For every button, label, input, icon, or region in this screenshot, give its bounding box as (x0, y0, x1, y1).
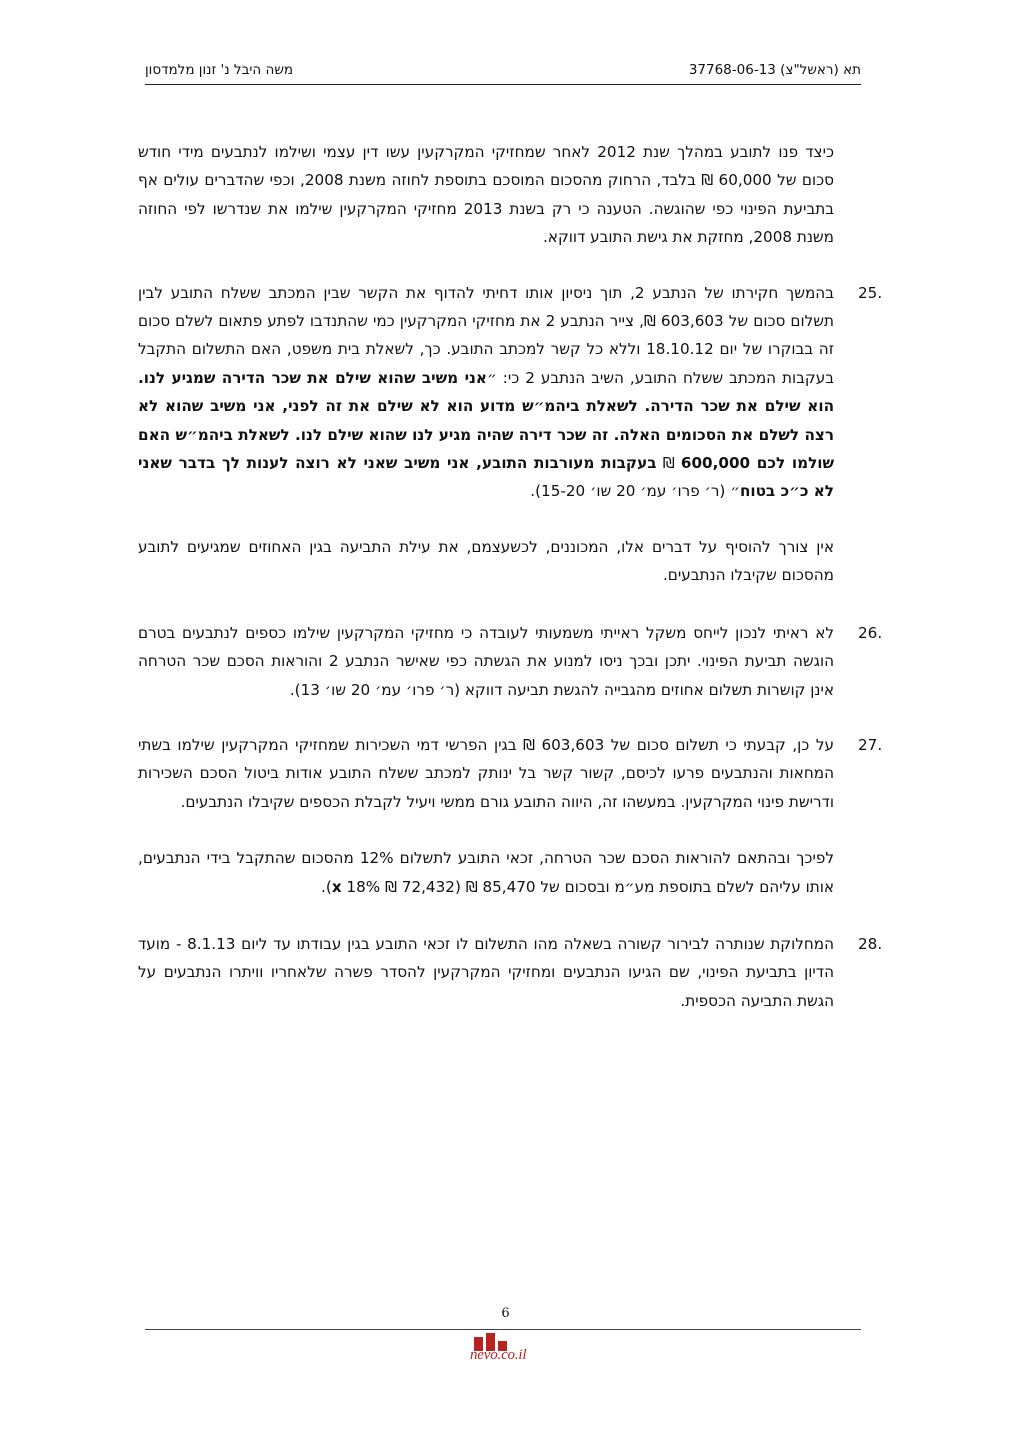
paragraph-number: 27. (858, 735, 883, 754)
quoted-testimony-bold-2: בעקבות מעורבות התובע, אני משיב שאני לא רוצה לענות לך בדבר שאני לא כ״כ בטוח (138, 454, 834, 501)
logo-wordmark: nevo.co.il (470, 1347, 527, 1363)
multiply-sign: x (331, 877, 342, 896)
paragraph-number: 28. (858, 934, 883, 953)
paragraph-27-followup (138, 844, 834, 901)
paragraph-text: המחלוקת שנותרה לבירור קשורה בשאלה מהו התשלום לו זכאי התובע בגין עבודתו עד ליום 8.1.13 - מועד הדיון בתביעת הפינוי, שם הגיעו הנתבעים ומחזיקי המקרקעין להסדר פשרה שלאחריו וויתרו הנתבעים על הגשת התביעה הכספית. (138, 934, 835, 1010)
text-segment: 18%). (321, 877, 381, 896)
paragraph-text (138, 279, 834, 506)
nevo-logo (468, 1333, 558, 1367)
paragraph-text: על כן, קבעתי כי תשלום סכום של 603,603 ₪ בגין הפרשי דמי השכירות שמחזיקי המקרקעין שילמו בשתי המחאות והנתבעים פרעו לכיסם, קשור קשר בל ינותק למכתב ששלח התובע אודות ביטול הסכם השכירות ודרישת פינוי המקרקעין. במעשהו זה, היווה התובע גורם ממשי ויעיל לקבלת הכספים שקיבלו הנתבעים. (138, 735, 834, 811)
page-header (145, 58, 861, 85)
paragraph-27 (138, 731, 883, 816)
paragraph-number: 26. (858, 623, 883, 642)
quoted-testimony-bold: אני משיב שהוא שילם את שכר הדירה שמגיע לנו. הוא שילם את שכר הדירה. לשאלת ביהמ״ש מדוע הוא לא שילם את זה לפני, אני משיב שהוא לא רצה לשלם את הסכומים האלה. זה שכר דירה שהיה מגיע לנו שהוא שילם לנו. לשאלת ביהמ״ש האם שולמו לכם 600,000 (138, 368, 834, 473)
text-segment: לפיכך ובהתאם להוראות הסכם שכר הטרחה, זכאי התובע לתשלום 12% מהסכום שהתקבל בידי הנתבעים, אותו עליהם לשלם בתוספת מע״מ ובסכום של 85,470 ₪ (72,432 ₪ (138, 849, 834, 896)
shekel-sign: ₪ (656, 454, 681, 473)
page-number: 6 (501, 1306, 510, 1321)
paragraph-28 (138, 930, 883, 1015)
citation: ״ (ר׳ פרו׳ עמ׳ 20 שו׳ 15-20). (530, 482, 740, 501)
case-number: תא (ראשל"צ) 37768-06-13 (688, 62, 861, 78)
document-body (138, 138, 883, 1015)
text-segment: בהמשך חקירתו של הנתבע 2, תוך ניסיון אותו דחיתי להדוף את הקשר שבין המכתב ששלח התובע לבין תשלום סכום של 603,603 ₪, צייר הנתבע 2 את מחזיקי המקרקעין כמי שהתנדבו לפתע פתאום לשלם סכום זה בבוקרו של יום 18.10.12 וללא כל קשר למכתב התובע. כך, לשאלת בית משפט, האם התשלום התקבל בעקבות המכתב ששלח התובע, השיב הנתבע 2 כי: ״ (138, 283, 835, 387)
paragraph-25-followup: אין צורך להוסיף על דברים אלו, המכוננים, לכשעצמם, את עילת התביעה בגין האחוזים שמגיעים לתובע מהסכום שקיבלו הנתבעים. (138, 537, 834, 585)
case-title: משה היבל נ' זנון מלמדסון (145, 62, 294, 78)
paragraph-text: לא ראיתי לנכון לייחס משקל ראייתי משמעותי לעובדה כי מחזיקי המקרקעין שילמו כספים לנתבעים בטרם הוגשה תביעת הפינוי. יתכן ובכך ניסו למנוע את הגשתה כפי שאישר הנתבע 2 והוראות הסכם שכר הטרחה אינן קושרות תשלום אחוזים מהגבייה להגשת תביעה דווקא (ר׳ פרו׳ עמ׳ 20 שו׳ 13). (138, 623, 835, 699)
footer-divider (145, 1329, 861, 1330)
paragraph-25 (138, 279, 883, 506)
continuation-paragraph: כיצד פנו לתובע במהלך שנת 2012 לאחר שמחזיקי המקרקעין עשו דין עצמי ושילמו לנתבעים מידי חודש סכום של 60,000 ₪ בלבד, הרחוק מהסכום המוסכם בתוספת לחוזה משנת 2008, וכפי שהדברים עולים אף בתביעת הפינוי כפי שהוגשה. הטענה כי רק בשנת 2013 מחזיקי המקרקעין שילמו את שנדרשו לפי החוזה משנת 2008, מחזקת את גישת התובע דווקא. (138, 143, 834, 247)
paragraph-26 (138, 619, 883, 704)
paragraph-number: 25. (858, 283, 883, 302)
